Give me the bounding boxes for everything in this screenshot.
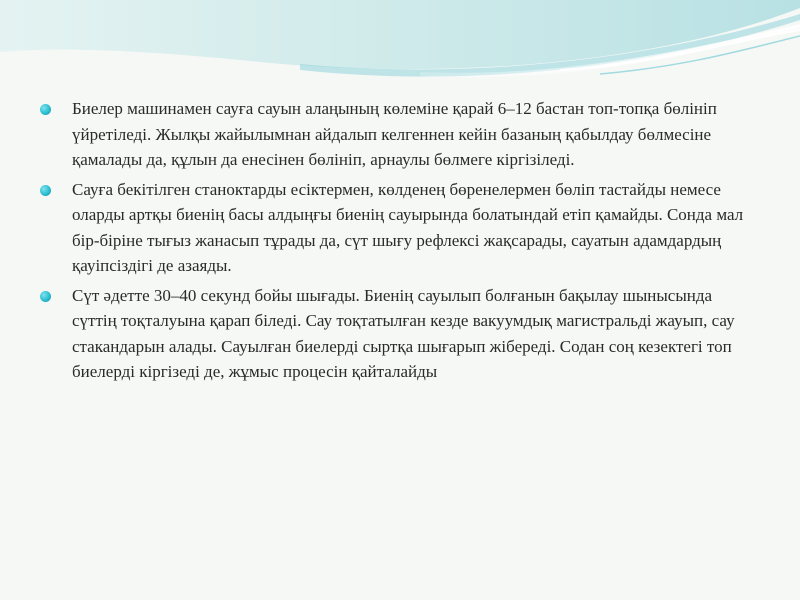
bullet-dot-icon [40,291,51,302]
bullet-item [40,96,760,173]
bullet-text: Биелер машинамен сауға сауын алаңының көлеміне қарай 6–12 бастан топ-топқа бөлініп үйретіледі. Жылқы жайылымнан айдалып келгеннен кейін базаның қабылдау бөлмесіне қамалады да, құлын да енесінен бөлініп, арнаулы бөлмеге кіргізіледі. [72,99,717,169]
header-wave-decoration [0,0,800,90]
bullet-text: Сүт әдетте 30–40 секунд бойы шығады. Биенің сауылып болғанын бақылау шынысында сүттің тоқталуына қарап біледі. Сау тоқтатылған кезде вакуумдық магистральді жауып, сау стакандарын алады. Сауылған биелерді сыртқа шығарып жібереді. Содан соң кезектегі топ биелерді кіргізеді де, жұмыс процесін қайталайды [72,285,735,381]
bullet-dot-icon [40,185,51,196]
bullet-item [40,177,760,279]
bullet-list [40,96,760,389]
bullet-text: Сауға бекітілген станоктарды есіктермен, көлденең бөренелермен бөліп тастайды немесе оларды артқы биенің басы алдыңғы биенің сауырында болатындай етіп қамайды. Сонда мал бір-біріне тығыз жанасып тұрады да, сүт шығу рефлексі жақсарады, сауатын адамдардың қауіпсіздігі де азаяды. [72,179,744,275]
bullet-item [40,283,760,385]
bullet-dot-icon [40,104,51,115]
